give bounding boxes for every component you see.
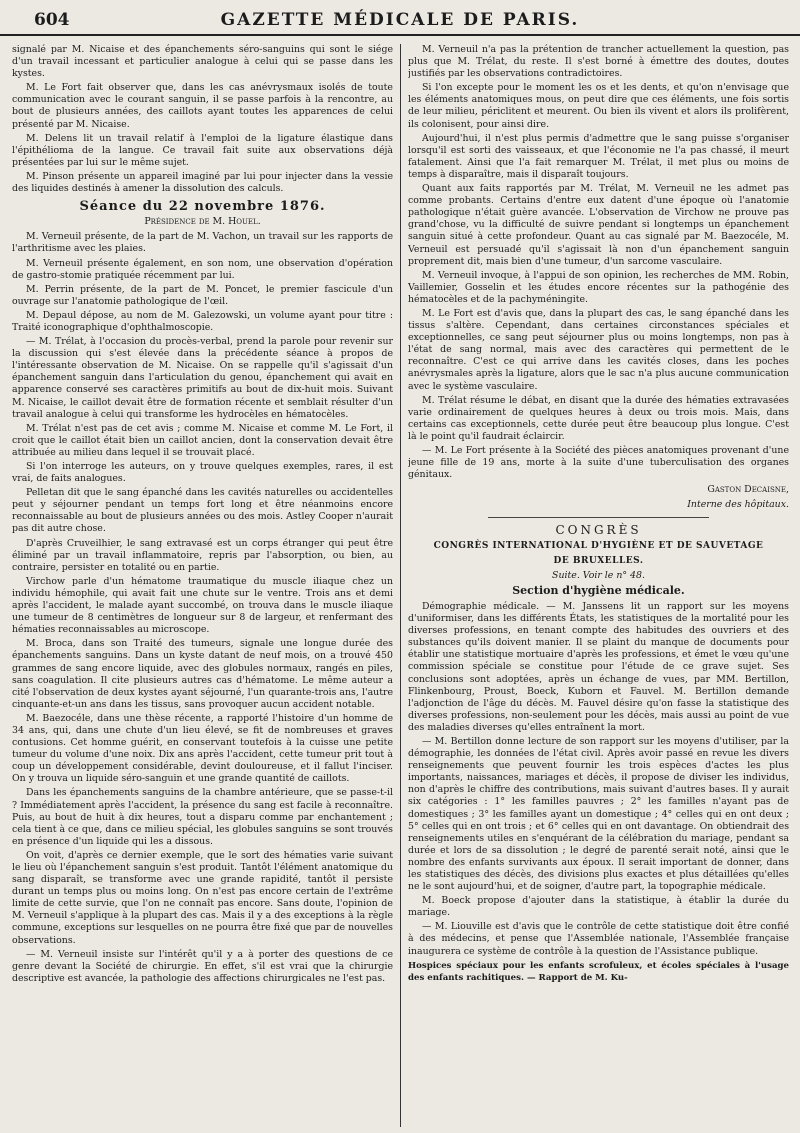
paragraph: D'après Cruveilhier, le sang extravasé est un corps étranger qui peut être éliminé par un travail inflammatoire, repris par l'absorption, ou bien, au contraire, persister en totalité ou en partie. bbox=[12, 537, 393, 573]
paragraph: — M. Verneuil insiste sur l'intérêt qu'il y a à porter des questions de ce genre devant la Société de chirurgie. En effet, s'il est vrai que la chirurgie descriptive est avancée, la pathologie des affections chirurgicales ne l'est pas. bbox=[12, 948, 393, 984]
paragraph: M. Baezocéle, dans une thèse récente, a rapporté l'histoire d'un homme de 34 ans, qui, dans une chute d'un lieu élevé, se fit de nombreuses et graves contusions. Cet homme guérit, en conservant toutefois à la cuisse une petite tumeur du volume d'une noix. Dix ans après l'accident, cette tumeur prit tout à coup un développement considérable, devint douloureuse, et il fallut l'inciser. On y trouva un liquide séro-sanguin et une grande quantité de caillots. bbox=[12, 712, 393, 785]
paragraph: — M. Bertillon donne lecture de son rapport sur les moyens d'utiliser, par la démographie, les données de l'état civil. Après avoir passé en revue les divers renseignements que peuvent fournir les trois espèces d'actes les plus importants, naissances, mariages et décès, il propose de diviser les individus, non d'après le chiffre des contributions, mais suivant d'autres bases. Il y aurait six catégories : 1° les familles pauvres ; 2° les familles n'ayant pas de domestiques ; 3° les familles ayant un domestique ; 4° celles qui en ont deux ; 5° celles qui en ont trois ; et 6° celles qui en ont davantage. On obtiendrait des renseignements utiles en s'enquérant de la célébration du mariage, pendant sa durée et lors de sa dissolution ; le degré de parenté serait noté, ainsi que le nombre des enfants survivants aux époux. Il serait important de donner, dans les statistiques des décès, des divisions plus exactes et plus détaillées qu'elles ne le sont aujourd'hui, et de soigner, d'autre part, la topographie médicale. bbox=[408, 735, 789, 893]
paragraph: M. Verneuil présente, de la part de M. Vachon, un travail sur les rapports de l'arthritisme avec les plaies. bbox=[12, 231, 393, 255]
paragraph: M. Perrin présente, de la part de M. Poncet, le premier fascicule d'un ouvrage sur l'anatomie pathologique de l'œil. bbox=[12, 283, 393, 307]
continuation-note: Suite. Voir le n° 48. bbox=[552, 569, 645, 581]
paragraph: Quant aux faits rapportés par M. Trélat, M. Verneuil ne les admet pas comme probants. Certains d'entre eux datent d'une époque où l'anatomie pathologique n'était guère avancée. L'observation de Virchow ne prouve pas grand'chose, vu la difficulté de suivre pendant si longtemps un épanchement sanguin situé à cette profondeur. Quant au cas signalé par M. Baezocéle, M. Verneuil est persuadé qu'il s'agissait là non d'un épanchement sanguin proprement dit, mais bien d'une tumeur, d'un sarcome vasculaire. bbox=[408, 183, 789, 267]
paragraph: On voit, d'après ce dernier exemple, que le sort des hématies varie suivant le lieu où l'épanchement sanguin s'est produit. Tantôt l'élément anatomique du sang disparaît, se transforme avec une grande rapidité, tantôt il persiste durant un temps plus ou moins long. On n'est pas encore certain de l'extrême limite de cette survie, que l'on ne connaît pas encore. Sans doute, l'opinion de M. Verneuil s'applique à la plupart des cas. Mais il y a des exceptions à la règle commune, exceptions sur lesquelles on ne pourra être fixé que par de nouvelles observations. bbox=[12, 849, 393, 946]
paragraph: M. Verneuil invoque, à l'appui de son opinion, les recherches de MM. Robin, Vaillemier, Gosselin et les études encore récentes sur la pathogénie des hématocèles et de la pachyméningite. bbox=[408, 269, 789, 305]
paragraph: Si l'on excepte pour le moment les os et les dents, et qu'on n'envisage que les éléments anatomiques mous, on peut dire que ces éléments, une fois sortis de leur milieu, périclitent et meurent. Ou bien ils vivent et alors ils prolifèrent, ils colonisent, pour ainsi dire. bbox=[408, 82, 789, 130]
author-title: Interne des hôpitaux. bbox=[687, 499, 789, 511]
column-divider bbox=[400, 44, 401, 1127]
paragraph: M. Boeck propose d'ajouter dans la statistique, à établir la durée du mariage. bbox=[408, 895, 789, 919]
section-rule bbox=[488, 517, 709, 518]
paragraph: — M. Le Fort présente à la Société des pièces anatomiques provenant d'une jeune fille de 19 ans, morte à la suite d'une tuberculisation des organes génitaux. bbox=[408, 445, 789, 481]
congress-heading: CONGRÈS bbox=[555, 523, 642, 538]
paragraph: Aujourd'hui, il n'est plus permis d'admettre que le sang puisse s'organiser lorsqu'il est sorti des vaisseaux, et que l'économie ne l'a pas chassé, il meurt fatalement. Ainsi que l'a fait remarquer M. Trélat, il met plus ou moins de temps à disparaître, mais il disparaît toujours. bbox=[408, 132, 789, 180]
paragraph: M. Le Fort est d'avis que, dans la plupart des cas, le sang épanché dans les tissus s'altère. Cependant, dans certaines circonstances spéciales et exceptionnelles, ce sang peut séjourner plus ou moins longtemps, non pas à l'état de sang normal, mais avec des caractères qui permettent de le reconnaître. C'est ce qui arrive dans les cavités closes, dans les poches anévrysmales après la ligature, alors que le sac n'a plus aucune communication avec le système vasculaire. bbox=[408, 307, 789, 392]
page-number: 604 bbox=[34, 10, 70, 30]
paragraph: — M. Liouville est d'avis que le contrôle de cette statistique doit être confié à des médecins, et pense que l'Assemblée nationale, l'Assemblée française inaugurera ce système de contrôle à la question de l'Assistance publique. bbox=[408, 921, 789, 957]
congress-subheading: CONGRÈS INTERNATIONAL D'HYGIÈNE ET DE SAUVETAGE bbox=[433, 540, 764, 551]
page-header bbox=[0, 8, 800, 36]
paragraph: M. Trélat n'est pas de cet avis ; comme M. Nicaise et comme M. Le Fort, il croit que le caillot était bien un caillot ancien, dont la conservation devait être attribuée au milieu dans lequel il se trouvait placé. bbox=[12, 422, 393, 458]
paragraph: M. Depaul dépose, au nom de M. Galezowski, un volume ayant pour titre : Traité iconographique d'ophthalmoscopie. bbox=[12, 309, 393, 333]
right-column bbox=[408, 44, 789, 1127]
paragraph: M. Trélat résume le débat, en disant que la durée des hématies extravasées varie ordinairement de quelques heures à deux ou trois mois. Mais, dans certains cas exceptionnels, cette durée peut être beaucoup plus longue. C'est là le point qu'il faudrait éclaircir. bbox=[408, 394, 789, 442]
paragraph: M. Broca, dans son Traité des tumeurs, signale une longue durée des épanchements sanguins. Dans un kyste datant de neuf mois, on a trouvé 450 grammes de sang encore liquide, avec des globules normaux, rangés en piles, sans coagulation. Il cite plusieurs autres cas d'hématome. Le même auteur a cité l'observation de deux kystes ayant séjourné, l'un quarante-trois ans, l'autre cinquante-et-un ans dans les tissus, sans provoquer aucun accident notable. bbox=[12, 638, 393, 710]
session-heading: Séance du 22 novembre 1876. bbox=[79, 199, 326, 215]
presidency-line: Présidence de M. Houel. bbox=[144, 216, 261, 228]
paragraph: signalé par M. Nicaise et des épanchements séro-sanguins qui sont le siége d'un travail incessant et particulier analogue à celui qui se passe dans les kystes. bbox=[12, 44, 393, 80]
paragraph: Dans les épanchements sanguins de la chambre antérieure, que se passe-t-il ? Immédiatement après l'accident, la présence du sang est facile à reconnaître. Puis, au bout de huit à dix heures, tout a disparu comme par enchantement ; cela tient à ce que, dans ce milieu spécial, les globules sanguins se sont trouvés en présence d'un liquide qui les a dissous. bbox=[12, 787, 393, 847]
paragraph: Hospices spéciaux pour les enfants scrofuleux, et écoles spéciales à l'usage des enfants rachitiques. — Rapport de M. Ku- bbox=[408, 960, 789, 983]
paragraph: M. Verneuil présente également, en son nom, une observation d'opération de gastro-stomie pratiquée récemment par lui. bbox=[12, 257, 393, 281]
left-column bbox=[12, 44, 393, 1127]
masthead-title: GAZETTE MÉDICALE DE PARIS. bbox=[220, 10, 580, 30]
paragraph: Si l'on interroge les auteurs, on y trouve quelques exemples, rares, il est vrai, de faits analogues. bbox=[12, 461, 393, 485]
paragraph: M. Verneuil n'a pas la prétention de trancher actuellement la question, pas plus que M. Trélat, du reste. Il s'est borné à émettre des doutes, doutes justifiés par les observations contradictoires. bbox=[408, 44, 789, 80]
paragraph: M. Le Fort fait observer que, dans les cas anévrysmaux isolés de toute communication avec le courant sanguin, il se passe parfois à la rencontre, au bout de plusieurs années, des caillots ayant toutes les apparences de celui présenté par M. Nicaise. bbox=[12, 82, 393, 130]
congress-location: DE BRUXELLES. bbox=[553, 555, 644, 566]
paragraph: M. Delens lit un travail relatif à l'emploi de la ligature élastique dans l'épithélioma de la langue. Ce travail fait suite aux observations déjà présentées par lui sur le même sujet. bbox=[12, 132, 393, 168]
author-signature: Gaston Decaisne, bbox=[707, 484, 789, 496]
paragraph: M. Pinson présente un appareil imaginé par lui pour injecter dans la vessie des liquides destinés à amener la dissolution des calculs. bbox=[12, 170, 393, 195]
paragraph: Virchow parle d'un hématome traumatique du muscle iliaque chez un individu hémophile, qui avait fait une chute sur le ventre. Trois ans et demi après l'accident, le malade ayant succombé, on trouva dans le muscle iliaque une tumeur de 8 centimètres de longueur sur 8 de largeur, et renfermant des hématies reconnaissables au microscope. bbox=[12, 575, 393, 636]
paragraph: — M. Trélat, à l'occasion du procès-verbal, prend la parole pour revenir sur la discussion qui s'est élevée dans la précédente séance à propos de l'intéressante observation de M. Nicaise. On se rappelle qu'il s'agissait d'un épanchement sanguin dans l'articulation du genou, épanchement qui avait en apparence conservé ses caractères primitifs au bout de dix-huit mois. Suivant M. Nicaise, le caillot devait être de formation récente et semblait résulter d'un travail analogue à celui qui transforme les hydrocèles en hématocèles. bbox=[12, 336, 393, 420]
section-heading: Section d'hygiène médicale. bbox=[512, 583, 685, 597]
paragraph: Démographie médicale. — M. Janssens lit un rapport sur les moyens d'uniformiser, dans les différents États, les statistiques de la mortalité pour les diverses professions, en tenant compte des habitudes des ouvriers et des substances qu'ils doivent manier. Il se plaint du manque de documents pour établir une statistique mortuaire d'après les professions, et émet le vœu qu'une commission spéciale se constitue pour l'étude de ce grave sujet. Ses conclusions sont adoptées, après un échange de vues, par MM. Bertillon, Flinkenbourg, Proust, Boeck, Kuborn et Fauvel. M. Bertillon demande l'adjonction de l'âge du décès. M. Fauvel désire qu'on fasse la statistique des diverses professions, non-seulement pour les décès, mais aussi au point de vue des maladies diverses qu'elles entraînent la mort. bbox=[408, 600, 789, 733]
paragraph: Pelletan dit que le sang épanché dans les cavités naturelles ou accidentelles peut y séjourner pendant un temps fort long et être néanmoins encore reconnaissable au bout de plusieurs années ou des mois. Astley Cooper n'aurait pas dit autre chose. bbox=[12, 487, 393, 535]
